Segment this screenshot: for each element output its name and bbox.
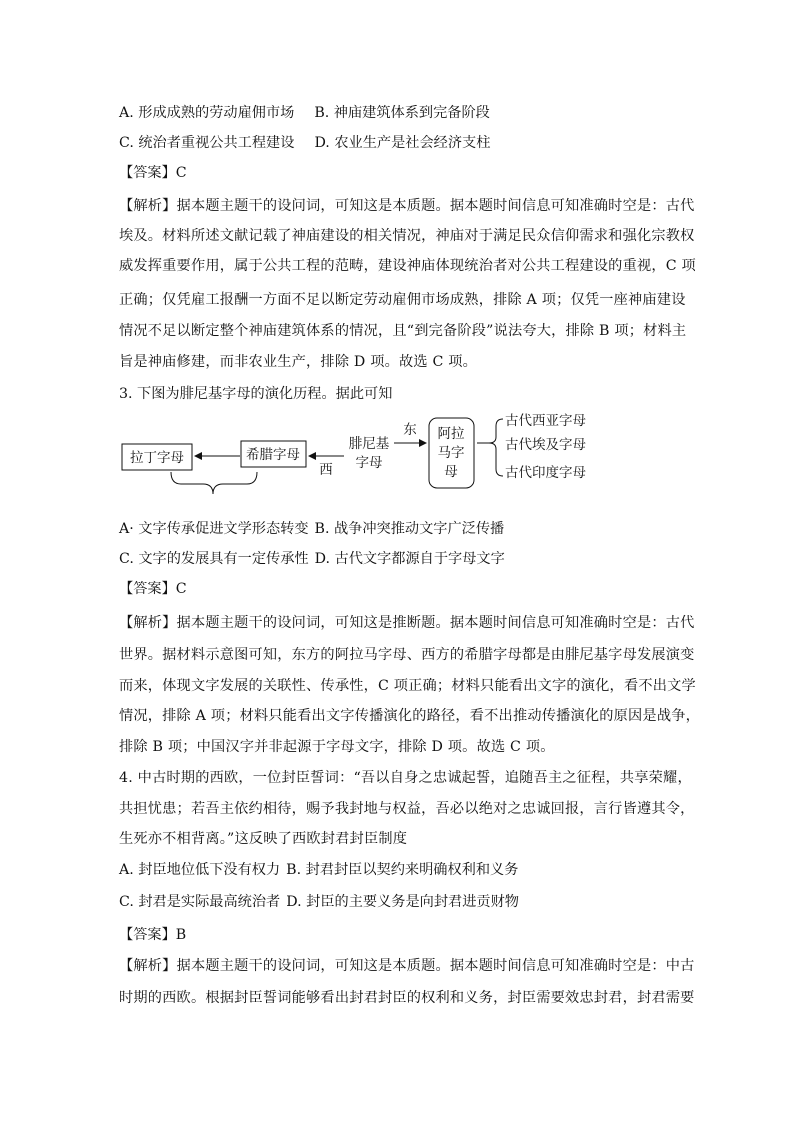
q4-options-row-1 (119, 860, 679, 880)
q2-option-a: A. 形成成熟的劳动雇佣市场 (119, 105, 295, 121)
q3-option-c: C. 文字的发展具有一定传承性 (119, 551, 309, 567)
q2-options-row-2 (119, 133, 679, 153)
q4-analysis-line: 时期的西欧。根据封臣誓词能够看出封君封臣的权利和义务，封臣需要效忠封君，封君需要 (119, 990, 695, 1006)
q3-options-row-2 (119, 549, 679, 569)
branch-west-asia-label: 古代西亚字母 (505, 413, 586, 429)
q3-analysis-line: 情况，排除 A 项；材料只能看出文字传播演化的路径，看不出推动传播演化的原因是战争， (119, 708, 700, 724)
branch-curly-brace (489, 419, 503, 476)
q4-option-c: C. 封君是实际最高统治者 (119, 894, 281, 910)
q2-option-b: B. 神庙建筑体系到完备阶段 (314, 105, 490, 121)
q2-option-d: D. 农业生产是社会经济支柱 (314, 135, 491, 151)
q3-option-a: A· 文字传承促进文学形态转变 (119, 521, 309, 537)
q3-stem: 3. 下图为腓尼基字母的演化历程。据此可知 (119, 386, 393, 402)
q3-option-b: B. 战争冲突推动文字广泛传播 (314, 521, 505, 537)
q2-answer: 【答案】C (119, 165, 187, 181)
q2-analysis-line: 威发挥重要作用，属于公共工程的范畴，建设神庙体现统治者对公共工程建设的重视，C 项 (119, 258, 696, 274)
q4-option-d: D. 封臣的主要义务是向封君进贡财物 (286, 894, 519, 910)
latin-alphabet-label: 拉丁字母 (130, 450, 184, 466)
branch-egypt-label: 古代埃及字母 (505, 437, 586, 453)
q4-stem-line: 4. 中古时期的西欧，一位封臣誓词：“吾以自身之忠诚起誓，追随吾主之征程，共享荣耀， (119, 770, 692, 786)
q2-analysis-line: 埃及。材料所述文献记载了神庙建设的相关情况，神庙对于满足民众信仰需求和强化宗教权 (119, 228, 695, 244)
east-label: 东 (403, 422, 417, 438)
q3-analysis-line: 排除 B 项；中国汉字并非起源于字母文字，排除 D 项。故选 C 项。 (119, 739, 555, 755)
greek-alphabet-label: 希腊字母 (246, 447, 300, 463)
branch-india-label: 古代印度字母 (505, 465, 586, 481)
q2-analysis-line: 旨是神庙修建，而非农业生产，排除 D 项。故选 C 项。 (119, 354, 477, 370)
q3-analysis-line: 而来，体现文字发展的关联性、传承性，C 项正确；材料只能看出文字的演化，看不出文学 (119, 678, 696, 694)
q4-analysis-line: 【解析】据本题主题干的设问词，可知这是本质题。据本题时间信息可知准确时空是：中古 (119, 958, 695, 974)
q4-stem-line: 生死亦不相背离。”这反映了西欧封君封臣制度 (119, 831, 408, 847)
aramaic-label-line-1: 阿拉 (437, 426, 465, 442)
q4-answer: 【答案】B (119, 927, 187, 943)
q2-analysis-line: 正确；仅凭雇工报酬一方面不足以断定劳动雇佣市场成熟，排除 A 项；仅凭一座神庙建设 (119, 292, 686, 308)
q4-option-b: B. 封君封臣以契约来明确权利和义务 (286, 862, 519, 878)
q3-analysis-line: 世界。据材料示意图可知，东方的阿拉马字母、西方的希腊字母都是由腓尼基字母发展演变 (119, 647, 695, 663)
q3-analysis-line: 【解析】据本题主题干的设问词，可知这是推断题。据本题时间信息可知准确时空是：古代 (119, 615, 695, 631)
q4-stem-line: 共担忧患；若吾主依约相待，赐予我封地与权益，吾必以绝对之忠诚回报，言行皆遵其令， (119, 801, 695, 817)
q3-answer: 【答案】C (119, 581, 187, 597)
q2-options-row-1 (119, 103, 679, 123)
phoenician-label-line-2: 字母 (355, 455, 383, 471)
q3-options-row-1 (119, 519, 679, 539)
q2-analysis-line: 情况不足以断定整个神庙建筑体系的情况，且“到完备阶段”说法夸大，排除 B 项；材料主 (119, 323, 687, 339)
q2-analysis-line: 【解析】据本题主题干的设问词，可知这是本质题。据本题时间信息可知准确时空是：古代 (119, 198, 695, 214)
aramaic-label-line-2: 马字 (437, 445, 465, 461)
alphabet-evolution-diagram (119, 412, 599, 512)
phoenician-label-line-1: 腓尼基 (348, 436, 390, 452)
q2-option-c: C. 统治者重视公共工程建设 (119, 135, 295, 151)
q4-options-row-2 (119, 892, 679, 912)
q4-option-a: A. 封臣地位低下没有权力 (119, 862, 281, 878)
bottom-bracket (171, 472, 257, 494)
aramaic-label-line-3: 母 (444, 464, 458, 480)
q3-option-d: D. 古代文字都源自于字母文字 (314, 551, 505, 567)
west-label: 西 (319, 462, 333, 478)
